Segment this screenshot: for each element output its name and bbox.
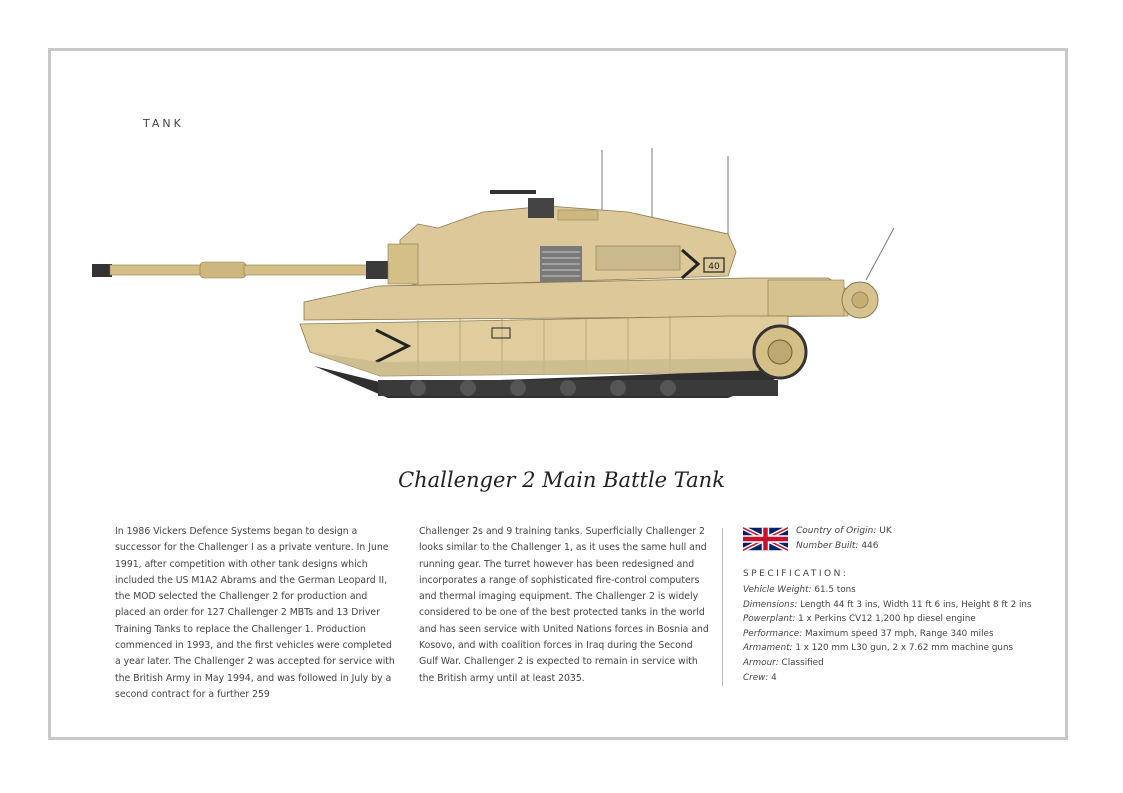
spec-value: 61.5 tons xyxy=(811,585,856,595)
column-divider xyxy=(722,528,723,686)
spec-value: Length 44 ft 3 ins, Width 11 ft 6 ins, Height 8 ft 2 ins xyxy=(797,599,1032,610)
spec-row xyxy=(743,598,1043,613)
spec-label: Armour: xyxy=(743,657,779,668)
spec-label: Performance: xyxy=(743,628,803,639)
description-column-1: In 1986 Vickers Defence Systems began to design a successor for the Challenger I as a private venture. In June 1991, after competition with other tank designs which included the US M1A2 Abrams and the German Leopard II, the MOD selected the Challenger 2 for production and placed an order for 127 Challenger 2 MBTs and 13 Driver Training Tanks to replace the Challenger 1. Production commenced in 1993, and the first vehicles were completed a year later. The Challenger 2 was accepted for service with the British Army in May 1994, and was followed in July by a second contract for a further 259 xyxy=(115,526,395,700)
spec-label: Powerplant: xyxy=(743,614,796,625)
spec-label: Vehicle Weight: xyxy=(743,585,812,595)
spec-label: Crew: xyxy=(743,672,769,683)
country-value: UK xyxy=(876,526,892,536)
spec-row xyxy=(743,612,1043,627)
spec-value: 1 x 120 mm L30 gun, 2 x 7.62 mm machine guns xyxy=(792,643,1014,654)
number-built xyxy=(796,539,892,554)
country-label: Country of Origin: xyxy=(796,526,877,536)
spec-value: 4 xyxy=(768,672,777,683)
built-value: 446 xyxy=(858,541,879,551)
origin-block xyxy=(796,524,892,554)
spec-row xyxy=(743,583,1043,598)
spec-label: Dimensions: xyxy=(743,599,798,610)
spec-value: Classified xyxy=(778,657,824,668)
category-label: TANK xyxy=(143,117,184,130)
description-column-2: Challenger 2s and 9 training tanks. Superficially Challenger 2 looks similar to the Challenger 1, as it uses the same hull and running gear. The turret however has been redesigned and incorporates a range of sophisticated fire-control computers and thermal imaging equipment. The Challenger 2 is widely considered to be one of the best protected tanks in the world and has seen service with United Nations forces in Bosnia and Kosovo, and with coalition forces in Iraq during the Second Gulf War. Challenger 2 is expected to remain in service with the British army until at least 2035. xyxy=(419,526,709,684)
poster-title: Challenger 2 Main Battle Tank xyxy=(398,468,725,492)
spec-row xyxy=(743,671,1043,686)
spec-row xyxy=(743,641,1043,656)
built-label: Number Built: xyxy=(796,541,859,551)
specification-heading: SPECIFICATION: xyxy=(743,569,849,579)
specification-list xyxy=(743,583,1043,685)
spec-row xyxy=(743,627,1043,642)
uk-flag-icon xyxy=(743,527,788,551)
spec-value: Maximum speed 37 mph, Range 340 miles xyxy=(802,628,994,639)
spec-value: 1 x Perkins CV12 1,200 hp diesel engine xyxy=(795,614,976,625)
turret-marking: 40 xyxy=(708,262,720,272)
country-of-origin xyxy=(796,524,892,539)
spec-label: Armament: xyxy=(743,643,793,654)
spec-row xyxy=(743,656,1043,671)
tank-illustration xyxy=(88,140,908,415)
